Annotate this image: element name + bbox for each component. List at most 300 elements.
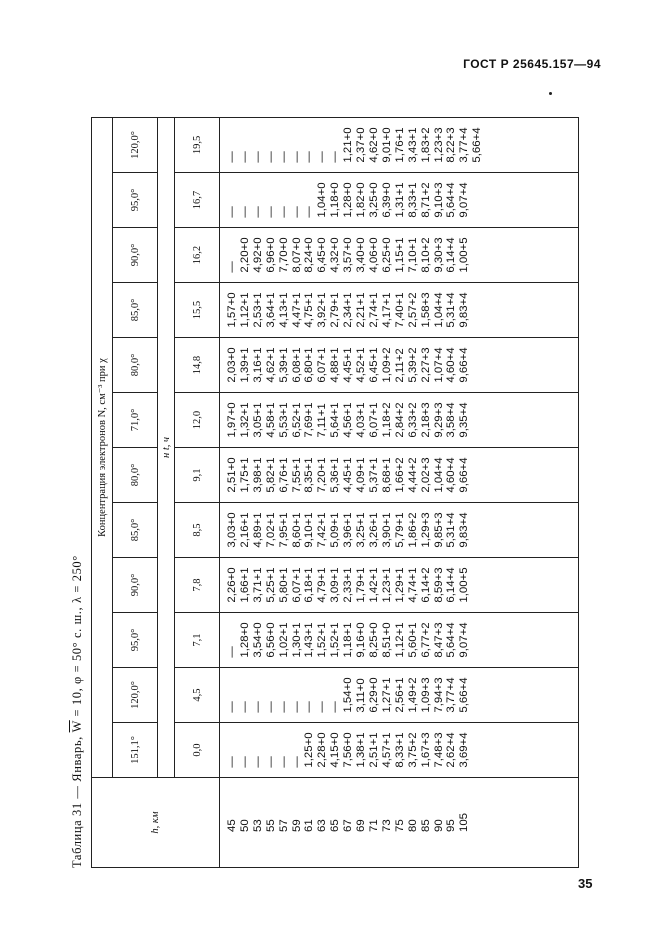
concentration-value: 6,14+2 <box>419 567 432 603</box>
concentration-value: 3,11+0 <box>355 678 368 713</box>
chi-header: 120,0° <box>113 117 158 172</box>
concentration-value: — <box>264 701 277 713</box>
concentration-value: 4,52+1 <box>355 347 368 383</box>
concentration-value: 1,12+1 <box>393 622 406 658</box>
height-values <box>226 813 471 832</box>
concentration-value: 2,11+2 <box>393 348 406 383</box>
concentration-value: 5,31+4 <box>445 512 458 548</box>
table-body-row <box>220 117 579 867</box>
concentration-value: 2,57+2 <box>406 292 419 328</box>
concentration-value: 1,83+2 <box>419 127 432 163</box>
concentration-value: 8,59+3 <box>432 567 445 603</box>
concentration-value: 2,62+4 <box>445 732 458 768</box>
concentration-value: 5,64+1 <box>329 402 342 438</box>
concentration-value: 1,52+1 <box>316 622 329 658</box>
value-column-cell <box>220 558 579 613</box>
height-value: 67 <box>342 819 355 833</box>
value-column-cell <box>220 613 579 668</box>
value-column-cell <box>220 503 579 558</box>
value-column <box>226 732 471 767</box>
concentration-value: 4,89+1 <box>251 512 264 548</box>
concentration-value: 2,84+2 <box>393 402 406 438</box>
concentration-value: 2,02+3 <box>419 457 432 493</box>
concentration-value: 1,23+1 <box>380 567 393 603</box>
concentration-value: 4,03+1 <box>355 402 368 438</box>
concentration-value: 3,57+0 <box>342 237 355 273</box>
concentration-value: 1,04+0 <box>316 182 329 218</box>
concentration-value: 6,07+1 <box>290 567 303 603</box>
concentration-value: — <box>303 151 316 163</box>
concentration-value: 5,36+1 <box>329 457 342 493</box>
concentration-value: 3,77+4 <box>458 127 471 163</box>
chi-header: 71,0° <box>113 393 158 448</box>
concentration-value: — <box>238 206 251 218</box>
chi-header: 80,0° <box>113 448 158 503</box>
concentration-value: 4,44+2 <box>406 457 419 493</box>
concentration-value: 1,04+4 <box>432 457 445 493</box>
concentration-value: 9,10+1 <box>303 512 316 548</box>
concentration-value: 7,20+1 <box>316 457 329 493</box>
hour-header: 19,5 <box>175 117 220 172</box>
concentration-value: — <box>251 151 264 163</box>
concentration-value: 6,56+0 <box>264 622 277 658</box>
concentration-value: 7,10+1 <box>406 237 419 273</box>
value-column <box>226 347 471 382</box>
height-value: 90 <box>432 819 445 833</box>
concentration-value: 3,64+1 <box>264 292 277 328</box>
concentration-value: 5,25+1 <box>264 567 277 603</box>
height-value: 95 <box>445 819 458 833</box>
height-value: 63 <box>316 819 329 833</box>
concentration-value: 1,76+1 <box>393 127 406 163</box>
value-column-cell <box>220 228 579 283</box>
concentration-value: 8,51+0 <box>380 622 393 658</box>
concentration-value: 1,82+0 <box>355 182 368 218</box>
concentration-value: 5,64+4 <box>445 622 458 658</box>
concentration-value: 1,15+1 <box>393 237 406 273</box>
height-value: 71 <box>367 819 380 833</box>
hour-header: 16,2 <box>175 228 220 283</box>
concentration-value: — <box>303 206 316 218</box>
value-column-cell <box>220 448 579 503</box>
concentration-value: — <box>277 701 290 713</box>
concentration-value: 3,25+0 <box>367 182 380 218</box>
concentration-value: 5,53+1 <box>277 402 290 438</box>
hour-header: 16,7 <box>175 173 220 228</box>
concentration-value: 8,33+1 <box>406 182 419 218</box>
concentration-value: 6,45+0 <box>316 237 329 273</box>
hour-header: 15,5 <box>175 283 220 338</box>
concentration-value: 1,27+1 <box>380 677 393 713</box>
concentration-value: 6,08+1 <box>290 347 303 383</box>
page-number: 35 <box>578 876 593 891</box>
concentration-value: 5,80+1 <box>277 567 290 603</box>
concentration-value: — <box>290 151 303 163</box>
concentration-value: 1,86+2 <box>406 512 419 548</box>
concentration-value: 4,57+1 <box>380 732 393 768</box>
height-value: 73 <box>380 819 393 833</box>
document-code: ГОСТ Р 25645.157—94 <box>463 57 601 71</box>
concentration-value: — <box>238 756 251 768</box>
concentration-value: 7,95+1 <box>277 512 290 548</box>
mark-dot <box>549 92 552 95</box>
concentration-value: 6,80+1 <box>303 347 316 383</box>
concentration-value: 2,27+3 <box>419 347 432 383</box>
height-value: 59 <box>290 819 303 833</box>
concentration-value: 5,39+2 <box>406 347 419 383</box>
value-column <box>226 182 471 217</box>
value-column <box>226 402 471 437</box>
concentration-value: 3,05+1 <box>251 402 264 438</box>
concentration-value: 3,40+0 <box>355 237 368 273</box>
value-column <box>226 567 471 602</box>
concentration-value: 1,29+1 <box>393 567 406 603</box>
concentration-value: 9,66+4 <box>458 347 471 383</box>
concentration-value: 1,43+1 <box>303 622 316 658</box>
concentration-value: — <box>264 151 277 163</box>
chi-header: 95,0° <box>113 173 158 228</box>
concentration-value: 5,82+1 <box>264 457 277 493</box>
concentration-value: 6,33+2 <box>406 402 419 438</box>
concentration-value: 7,69+1 <box>303 402 316 438</box>
concentration-value: 4,79+1 <box>316 567 329 603</box>
concentration-value: 7,55+1 <box>290 457 303 493</box>
concentration-value: 6,14+4 <box>445 237 458 273</box>
concentration-value: 5,66+4 <box>471 127 484 163</box>
chi-header-row <box>113 117 158 867</box>
concentration-value: — <box>226 151 238 163</box>
concentration-value: — <box>226 646 238 658</box>
concentration-value: 7,48+3 <box>432 732 445 768</box>
concentration-value: 6,07+1 <box>367 402 380 438</box>
concentration-value: — <box>226 756 238 768</box>
concentration-value: 4,09+1 <box>355 457 368 493</box>
concentration-value: 1,28+0 <box>342 182 355 218</box>
concentration-value: — <box>251 756 264 768</box>
height-value: 61 <box>303 819 316 833</box>
concentration-value: 3,92+1 <box>316 292 329 328</box>
concentration-value: 1,23+3 <box>432 127 445 163</box>
value-column <box>226 677 471 712</box>
height-value: 69 <box>355 819 368 833</box>
concentration-value: 9,66+4 <box>458 457 471 493</box>
concentration-value: 4,06+0 <box>367 237 380 273</box>
concentration-value: 5,60+1 <box>406 622 419 658</box>
concentration-value: 8,22+3 <box>445 127 458 163</box>
concentration-value: 3,90+1 <box>380 512 393 548</box>
local-time-header: н t, ч <box>158 117 175 777</box>
height-values-cell <box>220 778 579 868</box>
concentration-value: 2,18+3 <box>419 402 432 438</box>
height-value: 57 <box>277 819 290 833</box>
concentration-value: 6,76+1 <box>277 457 290 493</box>
concentration-value: 4,32+0 <box>329 237 342 273</box>
concentration-value: 1,67+3 <box>419 732 432 768</box>
concentration-value: 3,77+4 <box>445 677 458 713</box>
concentration-value: 3,69+4 <box>458 732 471 768</box>
concentration-value: — <box>316 701 329 713</box>
value-column-cell <box>220 283 579 338</box>
concentration-value: 7,70+0 <box>277 237 290 273</box>
concentration-value: 1,54+0 <box>342 677 355 713</box>
hour-header: 7,1 <box>175 613 220 668</box>
chi-header: 90,0° <box>113 558 158 613</box>
concentration-value: 5,64+4 <box>445 182 458 218</box>
concentration-value: — <box>251 701 264 713</box>
concentration-value: 7,40+1 <box>393 292 406 328</box>
concentration-value: 1,21+0 <box>342 127 355 163</box>
concentration-value: 4,60+4 <box>445 457 458 493</box>
concentration-value: 7,02+1 <box>264 512 277 548</box>
concentration-value: 8,71+2 <box>419 182 432 218</box>
concentration-value: 4,17+1 <box>380 292 393 328</box>
concentration-value: 9,01+0 <box>380 127 393 163</box>
concentration-value: 9,30+3 <box>432 237 445 273</box>
height-value: 75 <box>393 819 406 833</box>
value-column-cell <box>220 173 579 228</box>
hour-header: 4,5 <box>175 668 220 723</box>
caption-w-symbol: $\overline{W}$ <box>70 720 84 733</box>
concentration-value: 3,71+1 <box>251 567 264 603</box>
concentration-value: 2,56+1 <box>393 677 406 713</box>
concentration-value: 2,16+1 <box>238 512 251 548</box>
concentration-value: 5,66+4 <box>458 677 471 713</box>
concentration-value: 2,51+0 <box>226 457 238 493</box>
concentration-value: 2,21+1 <box>355 292 368 328</box>
height-value: 45 <box>226 819 238 833</box>
concentration-value: — <box>277 206 290 218</box>
concentration-value: 2,34+1 <box>342 292 355 328</box>
concentration-value: 8,60+1 <box>290 512 303 548</box>
concentration-value: 7,11+1 <box>316 403 329 438</box>
concentration-value: — <box>264 756 277 768</box>
caption-prefix: Таблица 31 — Январь, <box>70 736 84 868</box>
concentration-value: — <box>238 151 251 163</box>
height-value: 55 <box>264 819 277 833</box>
concentration-value: 1,32+1 <box>238 402 251 438</box>
concentration-value: 7,94+3 <box>432 677 445 713</box>
concentration-value: 2,53+1 <box>251 292 264 328</box>
concentration-value: 9,16+0 <box>355 622 368 658</box>
concentration-value: — <box>303 701 316 713</box>
height-value: 80 <box>406 819 419 833</box>
concentration-value: 6,14+4 <box>445 567 458 603</box>
concentration-value: 8,25+0 <box>367 622 380 658</box>
concentration-value: 8,68+1 <box>380 457 393 493</box>
chi-header: 85,0° <box>113 283 158 338</box>
caption-suffix: = 10, φ = 50° с. ш., λ = 250° <box>70 555 84 721</box>
concentration-value: 5,09+1 <box>329 512 342 548</box>
concentration-value: 3,26+1 <box>367 512 380 548</box>
concentration-value: 3,54+0 <box>251 622 264 658</box>
concentration-value: — <box>329 151 342 163</box>
concentration-value: 9,29+3 <box>432 402 445 438</box>
concentration-value: 6,18+1 <box>303 567 316 603</box>
concentration-value: 4,56+1 <box>342 402 355 438</box>
concentration-value: 3,09+1 <box>329 567 342 603</box>
hour-header: 9,1 <box>175 448 220 503</box>
value-column-cell <box>220 338 579 393</box>
concentration-value: 3,98+1 <box>251 457 264 493</box>
concentration-value: 9,35+4 <box>458 402 471 438</box>
concentration-value: 1,30+1 <box>290 622 303 658</box>
concentration-value: 1,38+1 <box>355 732 368 768</box>
chi-header: 85,0° <box>113 503 158 558</box>
concentration-value: 4,62+0 <box>367 127 380 163</box>
concentration-value: — <box>226 701 238 713</box>
concentration-value: 9,85+3 <box>432 512 445 548</box>
concentration-value: 2,79+1 <box>329 292 342 328</box>
value-column-cell <box>220 117 579 172</box>
concentration-value: 1,29+3 <box>419 512 432 548</box>
concentration-value: 2,37+0 <box>355 127 368 163</box>
concentration-value: 1,42+1 <box>367 567 380 603</box>
concentration-value: 1,02+1 <box>277 622 290 658</box>
concentration-value: 9,07+4 <box>458 622 471 658</box>
concentration-value: 9,07+4 <box>458 182 471 218</box>
value-column <box>226 622 471 657</box>
rotated-table-block <box>65 118 585 868</box>
data-table <box>91 117 579 868</box>
concentration-value: 8,35+1 <box>303 457 316 493</box>
concentration-value: 9,83+4 <box>458 512 471 548</box>
concentration-value: 1,09+3 <box>419 677 432 713</box>
chi-header: 95,0° <box>113 613 158 668</box>
concentration-value: 1,00+5 <box>458 237 471 273</box>
concentration-value: 1,57+0 <box>226 292 238 328</box>
value-column-cell <box>220 723 579 778</box>
concentration-value: 1,07+4 <box>432 347 445 383</box>
concentration-value: 4,88+1 <box>329 347 342 383</box>
concentration-value: 4,45+1 <box>342 347 355 383</box>
concentration-value: 8,07+0 <box>290 237 303 273</box>
concentration-value: 1,58+3 <box>419 292 432 328</box>
concentration-value: 1,18+1 <box>342 622 355 658</box>
concentration-value: — <box>290 206 303 218</box>
concentration-value: — <box>329 701 342 713</box>
concentration-value: 1,49+2 <box>406 677 419 713</box>
concentration-value: 4,58+1 <box>264 402 277 438</box>
concentration-value: 3,25+1 <box>355 512 368 548</box>
concentration-value: 1,25+0 <box>303 732 316 768</box>
height-value: 50 <box>238 819 251 833</box>
concentration-value: 2,33+1 <box>342 567 355 603</box>
concentration-value: 6,45+1 <box>367 347 380 383</box>
hour-header: 0,0 <box>175 723 220 778</box>
hour-header: 8,5 <box>175 503 220 558</box>
concentration-value: 6,39+0 <box>380 182 393 218</box>
concentration-value: 1,28+0 <box>238 622 251 658</box>
value-column <box>226 127 484 162</box>
hour-header: 12,0 <box>175 393 220 448</box>
concentration-value: 1,12+1 <box>238 292 251 328</box>
concentration-value: 8,24+0 <box>303 237 316 273</box>
concentration-value: — <box>251 206 264 218</box>
hour-header: 14,8 <box>175 338 220 393</box>
concentration-value: 3,58+4 <box>445 402 458 438</box>
concentration-value: 1,75+1 <box>238 457 251 493</box>
concentration-value: 4,74+1 <box>406 567 419 603</box>
concentration-value: — <box>277 756 290 768</box>
chi-header: 151,1° <box>113 723 158 778</box>
concentration-value: — <box>277 151 290 163</box>
concentration-value: 1,18+2 <box>380 402 393 438</box>
value-column-cell <box>220 393 579 448</box>
concentration-value: 5,37+1 <box>367 457 380 493</box>
concentration-value: 7,42+1 <box>316 512 329 548</box>
height-value: 105 <box>458 813 471 833</box>
value-column <box>226 292 471 327</box>
concentration-value: 1,00+5 <box>458 567 471 603</box>
concentration-value: 5,31+4 <box>445 292 458 328</box>
concentration-value: 5,39+1 <box>277 347 290 383</box>
concentration-value: 1,04+4 <box>432 292 445 328</box>
concentration-value: 2,03+0 <box>226 347 238 383</box>
hour-header: 7,8 <box>175 558 220 613</box>
concentration-value: 5,79+1 <box>393 512 406 548</box>
concentration-value: 9,10+3 <box>432 182 445 218</box>
concentration-value: 3,43+1 <box>406 127 419 163</box>
value-column <box>226 512 471 547</box>
concentration-value: 3,96+1 <box>342 512 355 548</box>
chi-header: 90,0° <box>113 228 158 283</box>
value-column <box>226 457 471 492</box>
concentration-value: 1,09+2 <box>380 347 393 383</box>
concentration-value: 1,39+1 <box>238 347 251 383</box>
value-column-cell <box>220 668 579 723</box>
concentration-value: 4,45+1 <box>342 457 355 493</box>
concentration-value: 1,31+1 <box>393 182 406 218</box>
height-value: 85 <box>419 819 432 833</box>
concentration-value: 4,92+0 <box>251 237 264 273</box>
concentration-value: 1,66+2 <box>393 457 406 493</box>
concentration-value: 4,47+1 <box>290 292 303 328</box>
concentration-value: 1,79+1 <box>355 567 368 603</box>
concentration-value: 2,26+0 <box>226 567 238 603</box>
concentration-value: 1,52+1 <box>329 622 342 658</box>
concentration-value: — <box>226 261 238 273</box>
concentration-header: Концентрация электронов N, см⁻³ при χ <box>92 117 113 777</box>
concentration-value: 6,77+2 <box>419 622 432 658</box>
concentration-value: 2,28+0 <box>316 732 329 768</box>
concentration-value: 6,96+0 <box>264 237 277 273</box>
height-column-header: h, км <box>92 778 220 868</box>
concentration-value: 7,56+0 <box>342 732 355 768</box>
hour-header-row <box>175 117 220 867</box>
concentration-value: 1,18+0 <box>329 182 342 218</box>
table-caption <box>65 555 89 868</box>
concentration-value: 4,13+1 <box>277 292 290 328</box>
concentration-value: 6,07+1 <box>316 347 329 383</box>
concentration-value: — <box>290 701 303 713</box>
concentration-value: 8,10+2 <box>419 237 432 273</box>
concentration-value: 3,16+1 <box>251 347 264 383</box>
concentration-value: — <box>226 206 238 218</box>
concentration-value: 8,47+3 <box>432 622 445 658</box>
concentration-value: 1,66+1 <box>238 567 251 603</box>
concentration-value: — <box>290 756 303 768</box>
concentration-value: 4,60+4 <box>445 347 458 383</box>
concentration-value: 2,74+1 <box>367 292 380 328</box>
chi-header: 120,0° <box>113 668 158 723</box>
concentration-value: — <box>316 151 329 163</box>
concentration-value: 3,03+0 <box>226 512 238 548</box>
concentration-value: 6,52+1 <box>290 402 303 438</box>
concentration-value: 2,20+0 <box>238 237 251 273</box>
concentration-value: 8,33+1 <box>393 732 406 768</box>
concentration-value: 2,51+1 <box>367 732 380 768</box>
concentration-value: 4,62+1 <box>264 347 277 383</box>
